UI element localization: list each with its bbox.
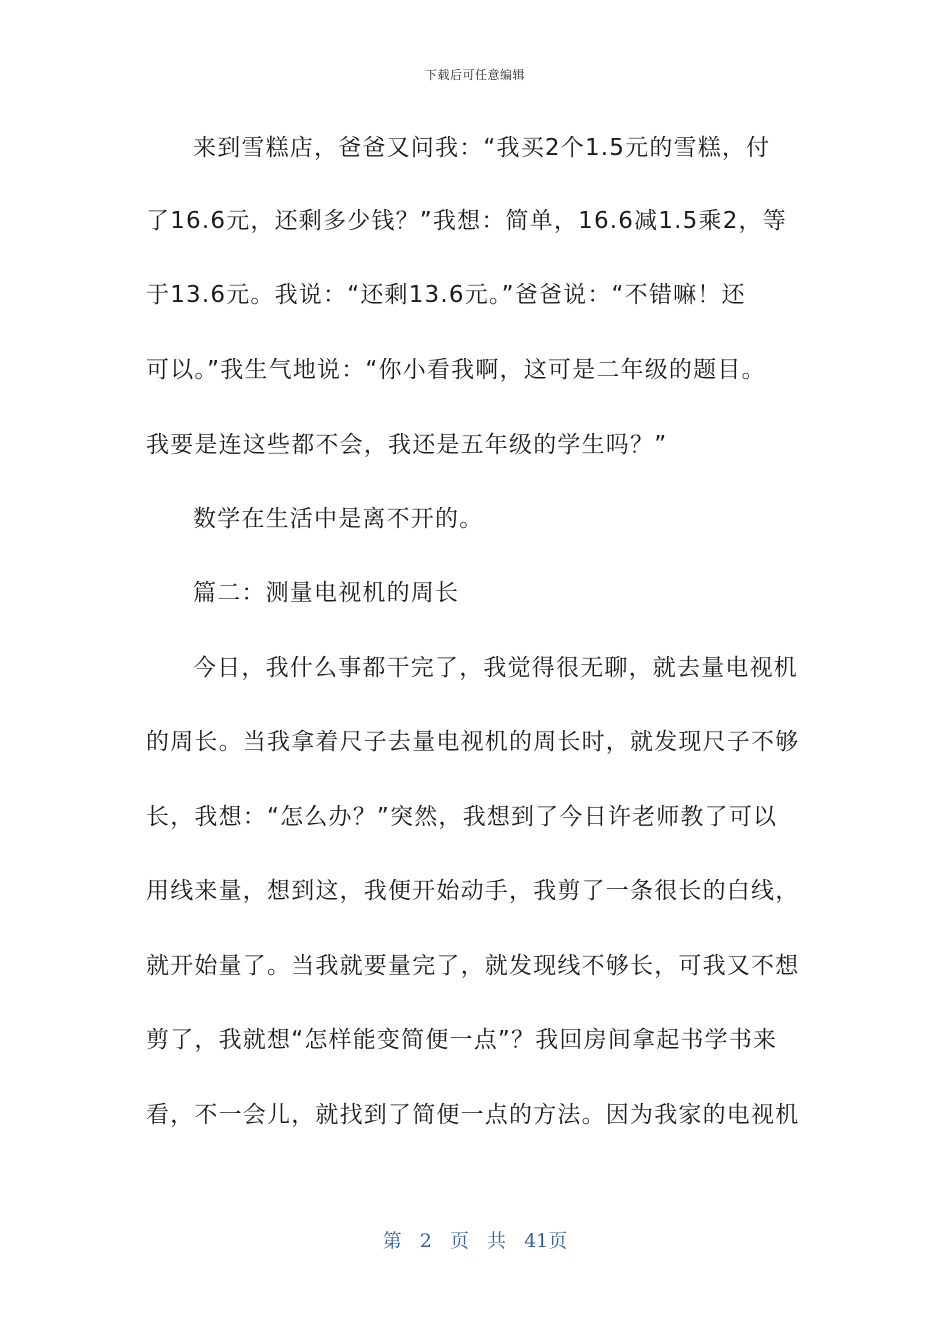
footer-label-ye: 页 [449, 1230, 469, 1252]
paragraph-line: 今日，我什么事都干完了，我觉得很无聊，就去量电视机 [193, 655, 798, 681]
section-heading: 篇二：测量电视机的周长 [193, 580, 460, 606]
page-footer [0, 1226, 950, 1253]
paragraph-line: 可以。”我生气地说：“你小看我啊，这可是二年级的题目。 [146, 357, 766, 383]
footer-label-gong: 共 [487, 1230, 507, 1252]
paragraph-line: 剪了，我就想“怎样能变简便一点”？我回房间拿起书学书来 [146, 1027, 778, 1053]
footer-label-di: 第 [382, 1230, 402, 1252]
paragraph-line: 就开始量了。当我就要量完了，就发现线不够长，可我又不想 [146, 953, 800, 979]
paragraph-line: 了16.6元，还剩多少钱？”我想：简单，16.6减1.5乘2，等 [146, 208, 787, 234]
header-note: 下载后可任意编辑 [424, 68, 525, 82]
paragraph-line: 看，不一会儿，就找到了简便一点的方法。因为我家的电视机 [146, 1102, 800, 1128]
footer-page-total: 41页 [524, 1230, 568, 1252]
paragraph-line: 数学在生活中是离不开的。 [193, 506, 484, 532]
paragraph-line: 用线来量，想到这，我便开始动手，我剪了一条很长的白线， [146, 878, 800, 904]
footer-page-current: 2 [419, 1230, 432, 1252]
paragraph-line: 于13.6元。我说：“还剩13.6元。”爸爸说：“不错嘛！还 [146, 282, 746, 308]
paragraph-line: 的周长。当我拿着尺子去量电视机的周长时，就发现尺子不够 [146, 729, 800, 755]
paragraph-line: 长，我想：“怎么办？”突然，我想到了今日许老师教了可以 [146, 804, 778, 830]
paragraph-line: 我要是连这些都不会，我还是五年级的学生吗？” [146, 432, 668, 458]
paragraph-line: 来到雪糕店，爸爸又问我：“我买2个1.5元的雪糕，付 [193, 135, 771, 161]
